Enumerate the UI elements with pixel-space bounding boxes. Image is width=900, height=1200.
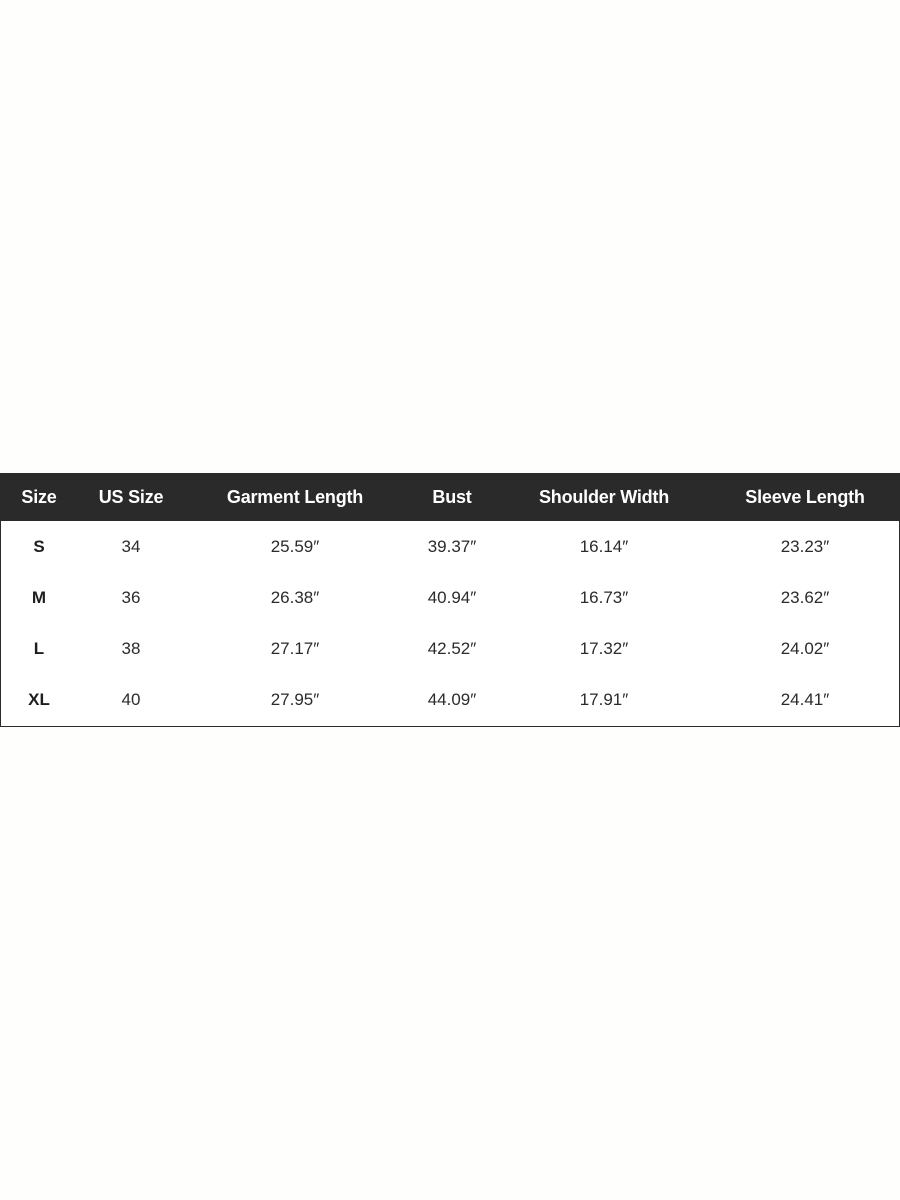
size-chart xyxy=(0,473,900,727)
bust-cell: 40.94″ xyxy=(427,587,477,607)
sleeve-length-cell: 23.62″ xyxy=(780,587,830,607)
sleeve-length-cell: 23.23″ xyxy=(780,536,830,556)
garment-length-cell: 26.38″ xyxy=(270,587,320,607)
header-shoulder-width: Shoulder Width xyxy=(538,487,670,507)
garment-length-cell: 25.59″ xyxy=(270,536,320,556)
us-size-cell: 36 xyxy=(121,587,141,607)
shoulder-width-cell: 17.91″ xyxy=(579,689,629,709)
shoulder-width-cell: 16.73″ xyxy=(579,587,629,607)
table-row xyxy=(1,572,900,623)
bust-cell: 42.52″ xyxy=(427,638,477,658)
sleeve-length-cell: 24.02″ xyxy=(780,638,830,658)
shoulder-width-cell: 16.14″ xyxy=(579,536,629,556)
size-cell: L xyxy=(33,638,45,658)
us-size-cell: 34 xyxy=(121,536,141,556)
header-garment-length: Garment Length xyxy=(226,487,364,507)
bust-cell: 39.37″ xyxy=(427,536,477,556)
garment-length-cell: 27.95″ xyxy=(270,689,320,709)
us-size-cell: 38 xyxy=(121,638,141,658)
header-size: Size xyxy=(21,487,57,507)
table-row xyxy=(1,521,900,572)
garment-length-cell: 27.17″ xyxy=(270,638,320,658)
header-sleeve-length: Sleeve Length xyxy=(745,487,865,507)
size-table xyxy=(1,474,900,725)
table-row xyxy=(1,674,900,725)
header-us-size: US Size xyxy=(98,487,164,507)
shoulder-width-cell: 17.32″ xyxy=(579,638,629,658)
table-header-row xyxy=(1,474,900,521)
size-cell: S xyxy=(33,536,45,556)
table-row xyxy=(1,623,900,674)
sleeve-length-cell: 24.41″ xyxy=(780,689,830,709)
bust-cell: 44.09″ xyxy=(427,689,477,709)
us-size-cell: 40 xyxy=(121,689,141,709)
size-cell: M xyxy=(31,587,47,607)
header-bust: Bust xyxy=(432,487,472,507)
size-cell: XL xyxy=(28,689,50,709)
